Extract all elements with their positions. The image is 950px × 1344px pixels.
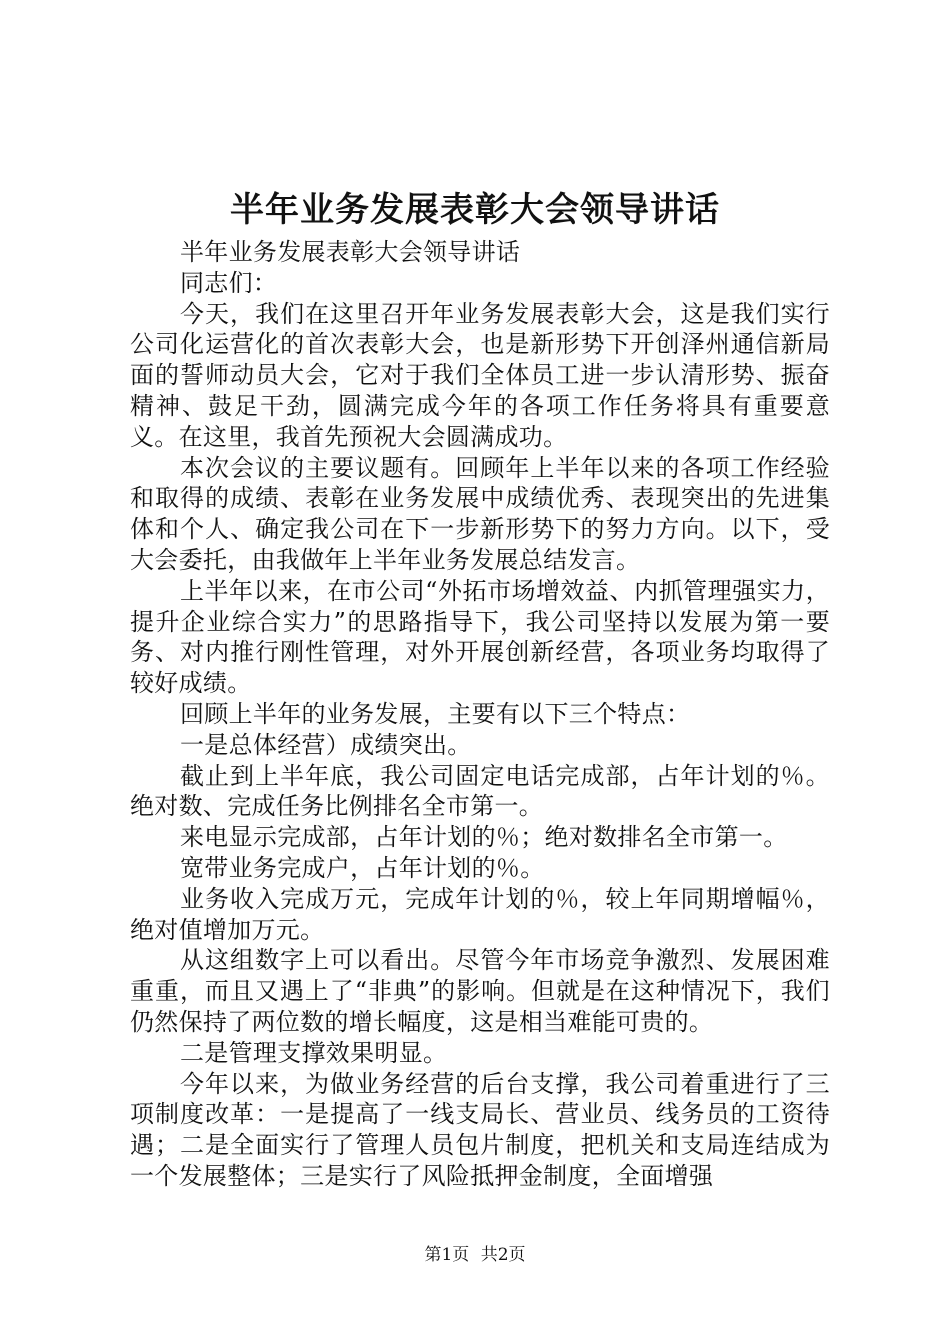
paragraph: 回顾上半年的业务发展，主要有以下三个特点：: [180, 699, 691, 728]
document-title: 半年业务发展表彰大会领导讲话: [230, 190, 720, 230]
paragraph: 上半年以来，在市公司“外拓市场增效益、内抓管理强实力，提升企业综合实力”的思路指导下，我公司坚持以发展为第一要务、对内推行刚性管理，对外开展创新经营，各项业务均取得了较好成绩。: [130, 576, 830, 698]
paragraph: 同志们：: [180, 268, 278, 297]
paragraph: 半年业务发展表彰大会领导讲话: [180, 238, 521, 266]
document-body: [130, 237, 830, 1192]
page-number: 第1页: [424, 1245, 470, 1265]
paragraph: 今年以来，为做业务经营的后台支撑，我公司着重进行了三项制度改革：一是提高了一线支局长、营业员、线务员的工资待遇；二是全面实行了管理人员包片制度，把机关和支局连结成为一个发展整体；三是实行了风险抵押金制度，全面增强: [130, 1069, 830, 1190]
paragraph: 本次会议的主要议题有。回顾年上半年以来的各项工作经验和取得的成绩、表彰在业务发展中成绩优秀、表现突出的先进集体和个人、确定我公司在下一步新形势下的努力方向。以下，受大会委托，由我做年上半年业务发展总结发言。: [130, 453, 830, 574]
paragraph: 今天，我们在这里召开年业务发展表彰大会，这是我们实行公司化运营化的首次表彰大会，也是新形势下开创泽州通信新局面的誓师动员大会，它对于我们全体员工进一步认清形势、振奋精神、鼓足干劲，圆满完成今年的各项工作任务将具有重要意义。在这里，我首先预祝大会圆满成功。: [130, 299, 830, 451]
paragraph: 来电显示完成部，占年计划的％；绝对数排名全市第一。: [180, 823, 788, 852]
paragraph: 截止到上半年底，我公司固定电话完成部，占年计划的％。绝对数、完成任务比例排名全市第一。: [130, 761, 830, 821]
paragraph: 二是管理支撑效果明显。: [180, 1038, 448, 1067]
paragraph: 业务收入完成万元，完成年计划的％，较上年同期增幅％，绝对值增加万元。: [130, 884, 830, 944]
paragraph: 宽带业务完成户，占年计划的％。: [180, 853, 545, 882]
page-total: 共2页: [480, 1245, 526, 1265]
paragraph: 一是总体经营）成绩突出。: [180, 730, 472, 759]
page-footer: [0, 1243, 950, 1267]
paragraph: 从这组数字上可以看出。尽管今年市场竞争激烈、发展困难重重，而且又遇上了“非典”的影响。但就是在这种情况下，我们仍然保持了两位数的增长幅度，这是相当难能可贵的。: [130, 946, 830, 1036]
